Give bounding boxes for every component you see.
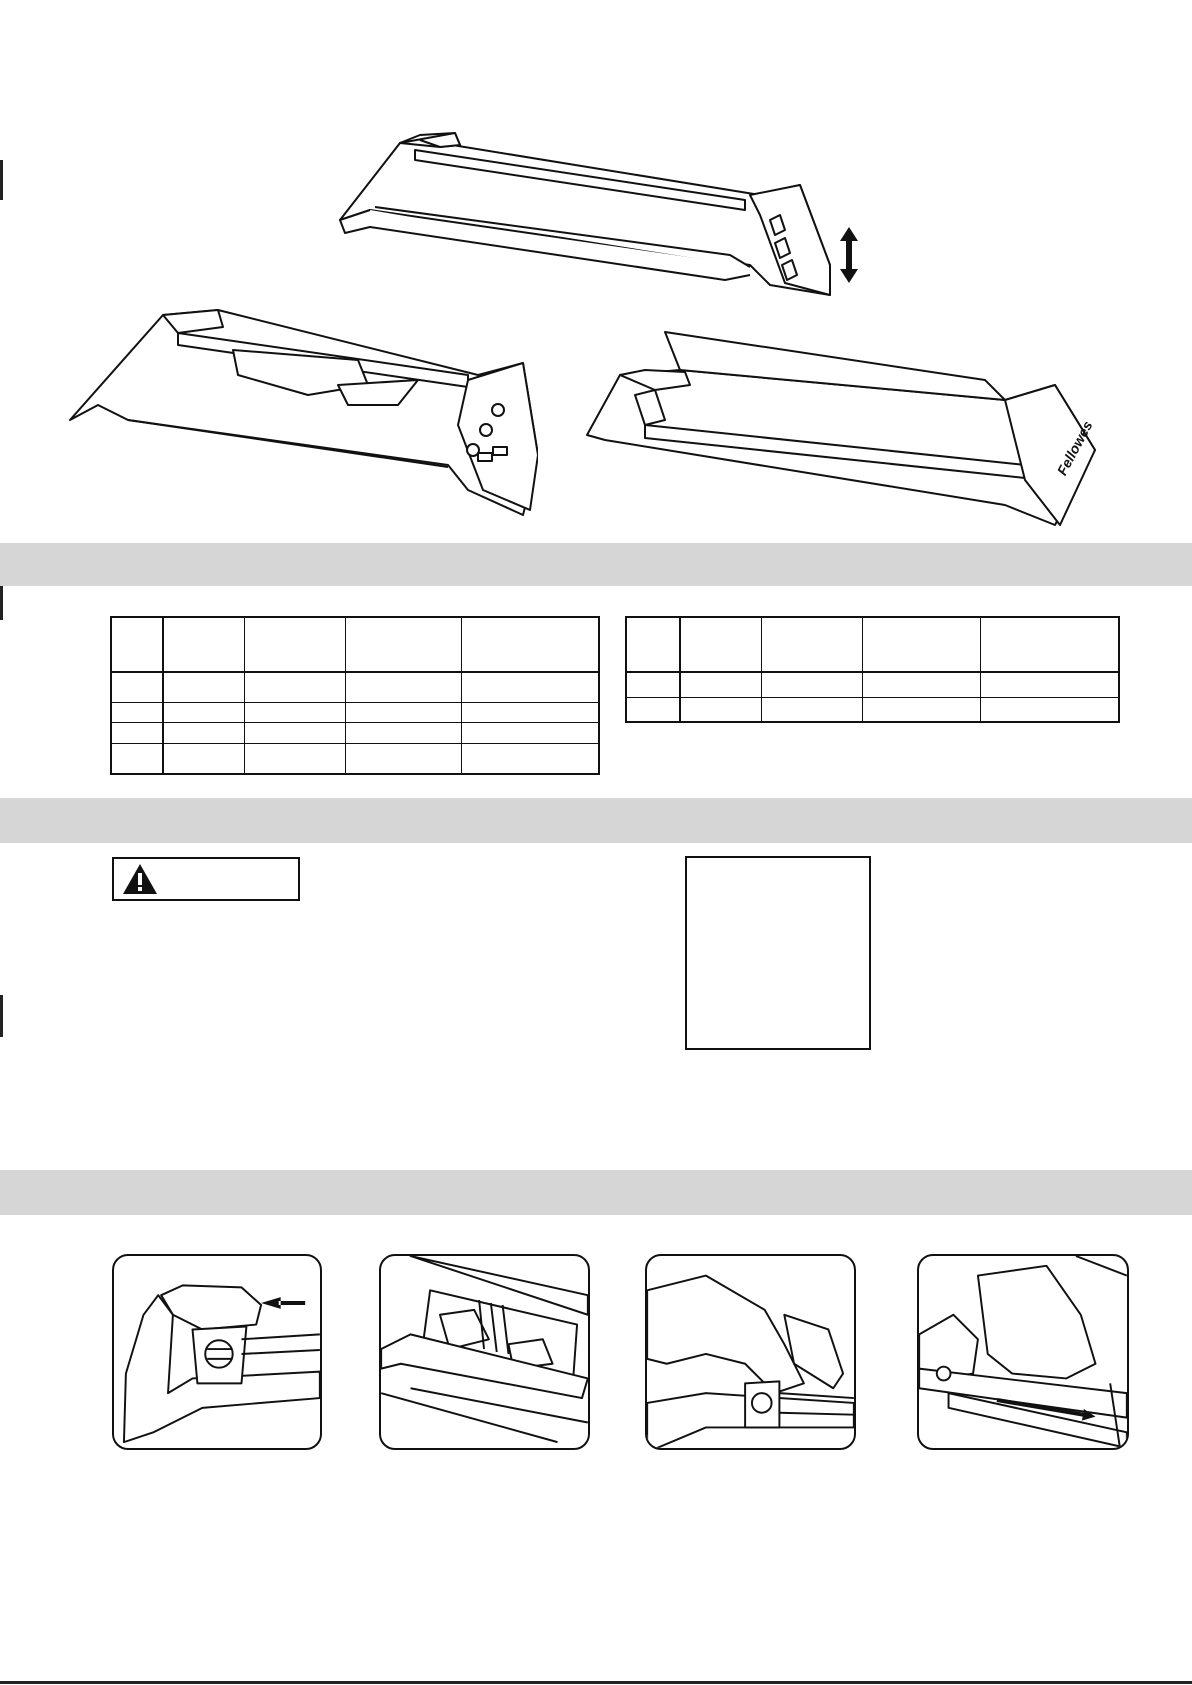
warning-triangle-icon bbox=[122, 863, 158, 895]
margin-mark bbox=[0, 995, 3, 1037]
spec-table-right bbox=[625, 616, 1120, 723]
margin-mark bbox=[0, 160, 3, 200]
step-4-illustration bbox=[917, 1254, 1129, 1450]
trimmer-illustration-guide bbox=[68, 305, 538, 520]
section-band-specs bbox=[0, 543, 1192, 586]
step-1-illustration bbox=[112, 1254, 322, 1450]
info-panel bbox=[685, 856, 871, 1050]
double-arrow-icon bbox=[838, 225, 860, 285]
brand-logo: Fellowes bbox=[1053, 418, 1096, 478]
trimmer-illustration-top bbox=[330, 115, 860, 325]
step-2-illustration bbox=[379, 1254, 590, 1450]
spec-table-left bbox=[110, 616, 600, 775]
section-band-operation bbox=[0, 1170, 1192, 1215]
step-3-illustration bbox=[645, 1254, 856, 1450]
section-band-safety bbox=[0, 798, 1192, 843]
trimmer-illustration-logo bbox=[585, 330, 1100, 530]
page-bottom-rule bbox=[0, 1681, 1192, 1684]
warning-label bbox=[112, 857, 300, 901]
